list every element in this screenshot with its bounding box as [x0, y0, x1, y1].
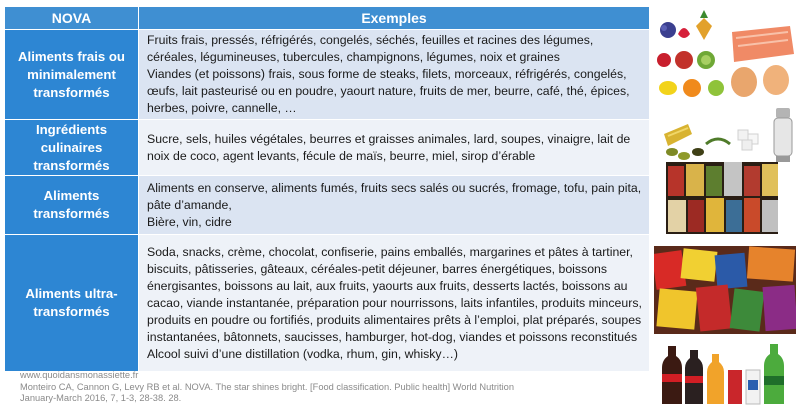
table-row	[5, 30, 650, 120]
ultra-processed-snacks-photo	[654, 246, 796, 334]
citation-line-2: January-March 2016, 7, 1-3, 28-38. 28.	[20, 393, 182, 403]
fresh-foods-photo	[654, 8, 796, 104]
examples-cell	[139, 176, 650, 235]
category-cell: Ingrédients culinaires transformés	[5, 120, 139, 176]
table-row	[5, 120, 650, 176]
category-cell: Aliments ultra-transformés	[5, 235, 139, 372]
examples-text: Fruits frais, pressés, réfrigérés, congelés, séchés, feuilles et racines des légumes, céréales, légumineuses, tubercules, champignons, légumes, noix et graines	[147, 33, 594, 64]
examples-text: Bière, vin, cidre	[147, 214, 232, 229]
culinary-ingredients-photo	[654, 104, 796, 166]
footer-source	[20, 370, 514, 405]
examples-text: Alcool suivi d’une distillation (vodka, rhum, gin, whisky…)	[147, 346, 458, 361]
examples-text: Sucre, sels, huiles végétales, beurres et graisses animales, lard, soupes, vinaigre, lait de noix de coco, agent levants, fécule de maïs, beurre, miel, sirop d’érable	[147, 131, 631, 163]
citation-line-1: Monteiro CA, Cannon G, Levy RB et al. NOVA. The star shines bright. [Food classification. Public health] World Nutrition	[20, 381, 514, 392]
table-header-row	[5, 7, 650, 30]
examples-text: Viandes (et poissons) frais, sous forme de steaks, filets, morceaux, réfrigérés, congelés, œufs, lait pasteurisé ou en poudre, yaourt nature, fruits de mer, beurre, café, thé, épices, herbes, poivre, cannelle, …	[147, 67, 630, 115]
examples-cell	[139, 235, 650, 372]
examples-text: Soda, snacks, crème, chocolat, confiserie, pains emballés, margarines et pâtes à tartiner, biscuits, pâtisseries, gâteaux, céréales-petit déjeuner, barres énergétiques, boissons énergisantes, boissons au lait, aux fruits, yaourts aux fruits, desserts lactés, boissons au cacao, viande instantanée, préparation pour nourrissons, laits infantiles, produits minceurs, produits en poudre ou fortifiés, produits alimentaires prêts à l’emploi, plat préparés, soupes instantanées, bâtonnets, saucisses, hamburger, hot-dog, viandes et poissons reconstitués	[147, 244, 642, 344]
soda-bottles-photo	[660, 340, 794, 406]
examples-text: Aliments en conserve, aliments fumés, fruits secs salés ou sucrés, fromage, tofu, pain pita, pâte d’amande,	[147, 180, 642, 212]
examples-cell	[139, 30, 650, 120]
category-cell: Aliments transformés	[5, 176, 139, 235]
examples-cell	[139, 120, 650, 176]
nova-table	[4, 6, 650, 372]
header-nova: NOVA	[5, 7, 139, 30]
category-cell: Aliments frais ou minimalement transformés	[5, 30, 139, 120]
table-row	[5, 176, 650, 235]
table-row	[5, 235, 650, 372]
canned-foods-photo	[666, 162, 778, 234]
source-url: www.quoidansmonassiette.fr	[20, 370, 139, 380]
header-examples: Exemples	[139, 7, 650, 30]
